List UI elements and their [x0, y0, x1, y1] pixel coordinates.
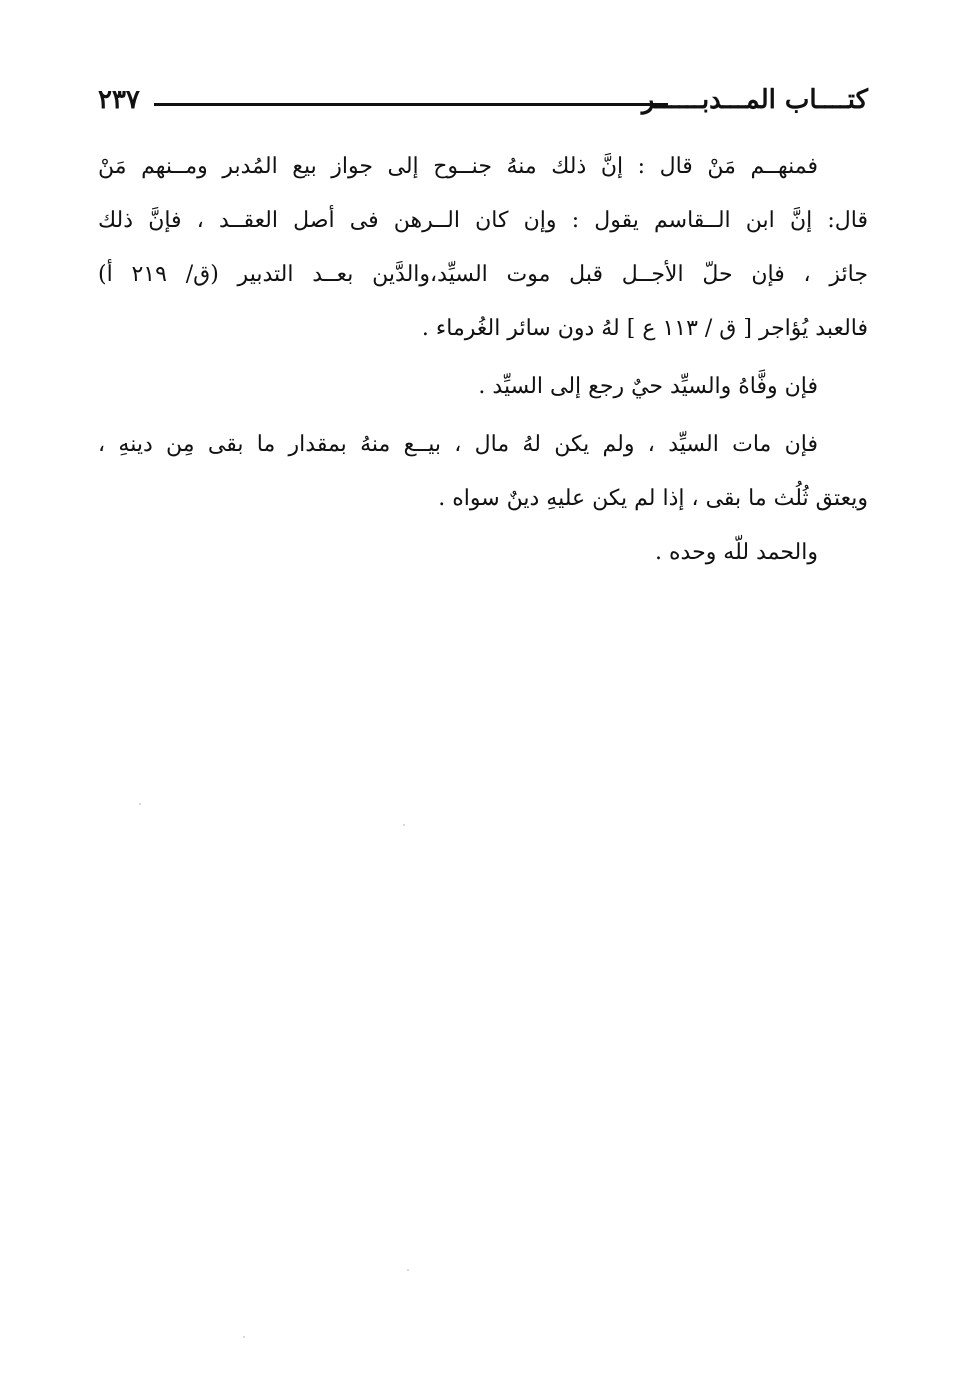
text-line: قال: إنَّ ابن الــقاسم يقول : وإن كان الــرهن فى أصل العقــد ، فإنَّ ذلك — [98, 208, 868, 233]
scan-speck — [139, 803, 141, 805]
text-line: فالعبد يُؤاجر [ ق / ١١٣ ع ] لهُ دون سائر الغُرماء . — [421, 316, 868, 341]
running-title: كتــــاب المـــدبــــــر — [641, 85, 868, 115]
text-line: فإن مات السيِّد ، ولم يكن لهُ مال ، بيــع منهُ بمقدار ما بقى مِن دينهِ ، — [98, 432, 818, 457]
page-header — [98, 84, 868, 124]
paragraph-2 — [98, 360, 868, 414]
text-line: جائز ، فإن حلّ الأجــل قبل موت السيِّد،والدَّين بعــد التدبير (ق/ ٢١٩ أ) — [98, 262, 868, 287]
paragraph-4 — [98, 526, 868, 580]
scan-speck — [407, 1269, 409, 1271]
body-text — [98, 140, 868, 580]
paragraph-1 — [98, 140, 868, 356]
header-rule — [154, 103, 668, 106]
scan-speck — [403, 824, 405, 826]
text-line: والحمد للّه وحده . — [655, 540, 818, 565]
page-number: ٢٣٧ — [98, 85, 140, 115]
text-line: فمنهــم مَنْ قال : إنَّ ذلك منهُ جنــوح إلى جواز بيع المُدبر ومــنهم مَنْ — [98, 154, 818, 179]
text-line: ويعتق ثُلُث ما بقى ، إذا لم يكن عليهِ دينٌ سواه . — [438, 486, 868, 511]
text-line: فإن وفَّاهُ والسيِّد حيٌ رجع إلى السيِّد . — [478, 374, 818, 399]
paragraph-3 — [98, 418, 868, 526]
scan-speck — [243, 1336, 245, 1338]
